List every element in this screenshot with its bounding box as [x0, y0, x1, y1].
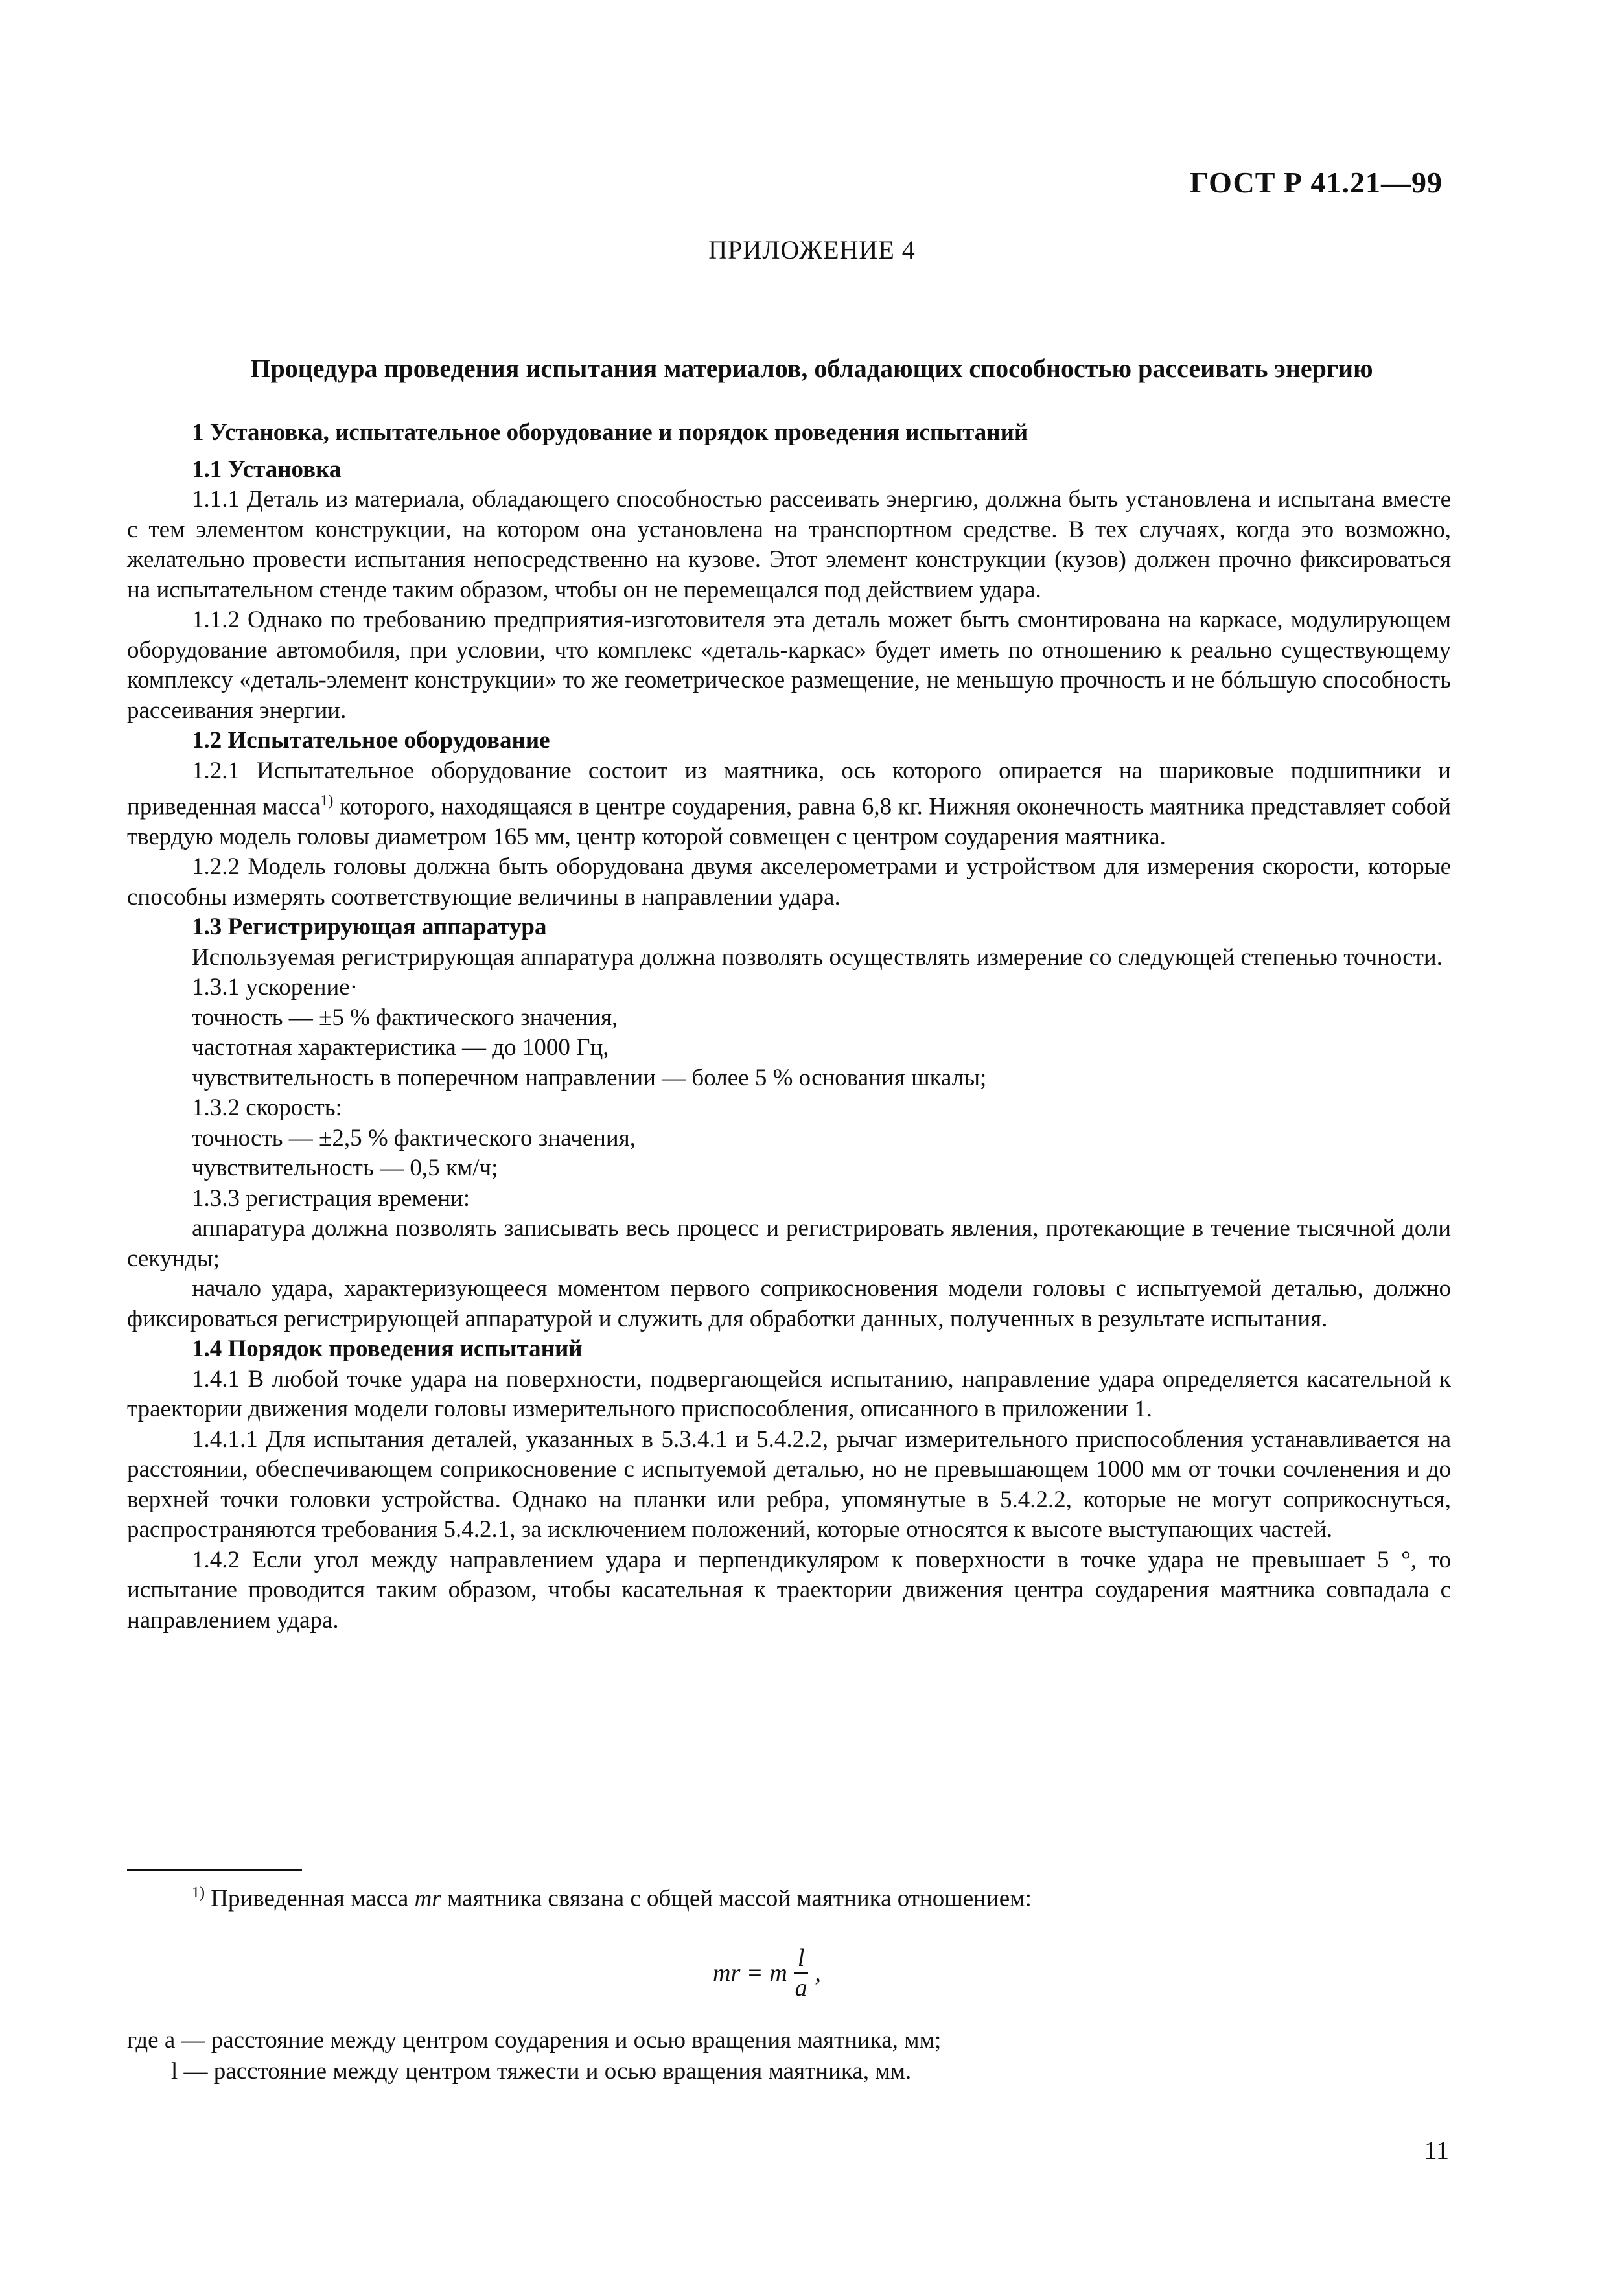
- definition-l: l — расстояние между центром тяжести и осью вращения маятника, мм.: [171, 2058, 912, 2085]
- page-number: 11: [1424, 2136, 1449, 2165]
- paragraph-1-2-1-end: которого, находящаяся в центре соударения, равна 6,8 кг. Нижняя оконечность маятника представляет собой твердую модель головы диаметром 165 мм, центр которой совмещен с центром соударения маятника.: [127, 793, 1451, 850]
- paragraph-1-3-intro: Используемая регистрирующая аппаратура должна позволять осуществлять измерение со следующей степенью точности.: [192, 943, 1443, 971]
- accel-sensitivity: чувствительность в поперечном направлении — более 5 % основания шкалы;: [192, 1064, 987, 1091]
- paragraph-1-2-1: [127, 756, 1451, 853]
- formula-m: m: [769, 1959, 787, 1987]
- time-paragraph-2: начало удара, характеризующееся моментом первого соприкосновения модели головы с испытуемой деталью, должно фиксироваться регистрирующей аппаратурой и служить для обработки данных, полученных в результате испытания.: [127, 1275, 1451, 1332]
- paragraph-1-2-2: 1.2.2 Модель головы должна быть оборудована двумя акселерометрами и устройством для измерения скорости, которые способны измерять соответствующие величины в направлении удара.: [127, 853, 1451, 910]
- footnote-text-end: маятника связана с общей массой маятника отношением:: [441, 1885, 1032, 1912]
- paragraph-1-4-1-1: 1.4.1.1 Для испытания деталей, указанных в 5.3.4.1 и 5.4.2.2, рычаг измерительного приспособления устанавливается на расстоянии, обеспечивающем соприкосновение с испытуемой деталью, но не превышающем 1000 мм от точки сочленения и до верхней точки головки устройства. Однако на планки или ребра, упомянутые в 5.4.2.2, которые не могут соприкоснуться, распространяются требования 5.4.2.1, за исключением положений, которые относятся к высоте выступающих частей.: [127, 1426, 1451, 1543]
- accel-accuracy: точность — ±5 % фактического значения,: [192, 1004, 618, 1031]
- paragraph-1-4-1: 1.4.1 В любой точке удара на поверхности, подвергающейся испытанию, направление удара определяется касательной к траектории движения модели головы измерительного приспособления, описанного в приложении 1.: [127, 1365, 1451, 1423]
- formula-lhs: mr =: [713, 1959, 763, 1987]
- formula-denominator: a: [795, 1974, 807, 2002]
- section-1-heading: 1 Установка, испытательное оборудование и порядок проведения испытаний: [192, 419, 1028, 446]
- document-body: [127, 418, 1451, 1636]
- speed-accuracy: точность — ±2,5 % фактического значения,: [192, 1124, 636, 1151]
- appendix-label: ПРИЛОЖЕНИЕ 4: [708, 235, 916, 264]
- paragraph-1-2-1-start: 1.2.1 Испытательное оборудование состоит из маятника, ось которого опирается на шариковые подшипники и приведенная масса: [127, 757, 1451, 820]
- item-1-3-3-label: 1.3.3 регистрация времени:: [192, 1185, 470, 1212]
- footnote-marker: 1): [192, 1884, 205, 1901]
- formula-definitions: [127, 2025, 1451, 2087]
- paragraph-1-1-1: 1.1.1 Деталь из материала, обладающего способностью рассеивать энергию, должна быть установлена и испытана вместе с тем элементом конструкции, на котором она установлена на транспортном средстве. В тех случаях, когда это возможно, желательно провести испытания непосредственно на кузове. Этот элемент конструкции (кузов) должен прочно фиксироваться на испытательном стенде таким образом, чтобы он не перемещался под действием удара.: [127, 486, 1451, 603]
- time-paragraph-1: аппаратура должна позволять записывать весь процесс и регистрировать явления, протекающие в течение тысячной доли секунды;: [127, 1215, 1451, 1272]
- footnote-text: [127, 1878, 1451, 1913]
- formula-fraction: [794, 1944, 809, 2002]
- footnote: [127, 1878, 1451, 1913]
- formula-numerator: l: [794, 1944, 809, 1974]
- section-1-4-heading: 1.4 Порядок проведения испытаний: [192, 1335, 583, 1363]
- footnote-divider: [127, 1869, 302, 1871]
- section-1-3-heading: 1.3 Регистрирующая аппаратура: [192, 914, 547, 941]
- item-1-3-2-label: 1.3.2 скорость:: [192, 1094, 342, 1122]
- paragraph-1-4-2: 1.4.2 Если угол между направлением удара и перпендикуляром к поверхности в точке удара не превышает 5 °, то испытание проводится таким образом, чтобы касательная к траектории движения центра соударения маятника совпадала с направлением удара.: [127, 1546, 1451, 1634]
- speed-sensitivity: чувствительность — 0,5 км/ч;: [192, 1155, 498, 1182]
- standard-designation: ГОСТ Р 41.21—99: [1190, 166, 1443, 199]
- paragraph-1-1-2: 1.1.2 Однако по требованию предприятия-изготовителя эта деталь может быть смонтирована на каркасе, модулирующем оборудование автомобиля, при условии, что комплекс «деталь-каркас» будет иметь по отношению к реально существующему комплексу «деталь-элемент конструкции» то же геометрическое размещение, не меньшую прочность и не бóльшую способность рассеивания энергии.: [127, 607, 1451, 724]
- document-title: Процедура проведения испытания материалов, обладающих способностью рассеивать энергию: [250, 354, 1373, 383]
- footnote-reference: 1): [320, 792, 334, 809]
- formula-tail: ,: [815, 1959, 821, 1987]
- footnote-text-start: Приведенная масса: [205, 1885, 415, 1912]
- section-1-1-heading: 1.1 Установка: [192, 456, 342, 483]
- item-1-3-1-label: 1.3.1 ускорение·: [192, 974, 358, 1001]
- definition-a: где a — расстояние между центром соударения и осью вращения маятника, мм;: [127, 2027, 942, 2053]
- accel-frequency: частотная характеристика — до 1000 Гц,: [192, 1034, 609, 1061]
- reduced-mass-formula: [713, 1944, 821, 2002]
- section-1-2-heading: 1.2 Испытательное оборудование: [192, 727, 550, 754]
- symbol-mr: mr: [414, 1885, 441, 1912]
